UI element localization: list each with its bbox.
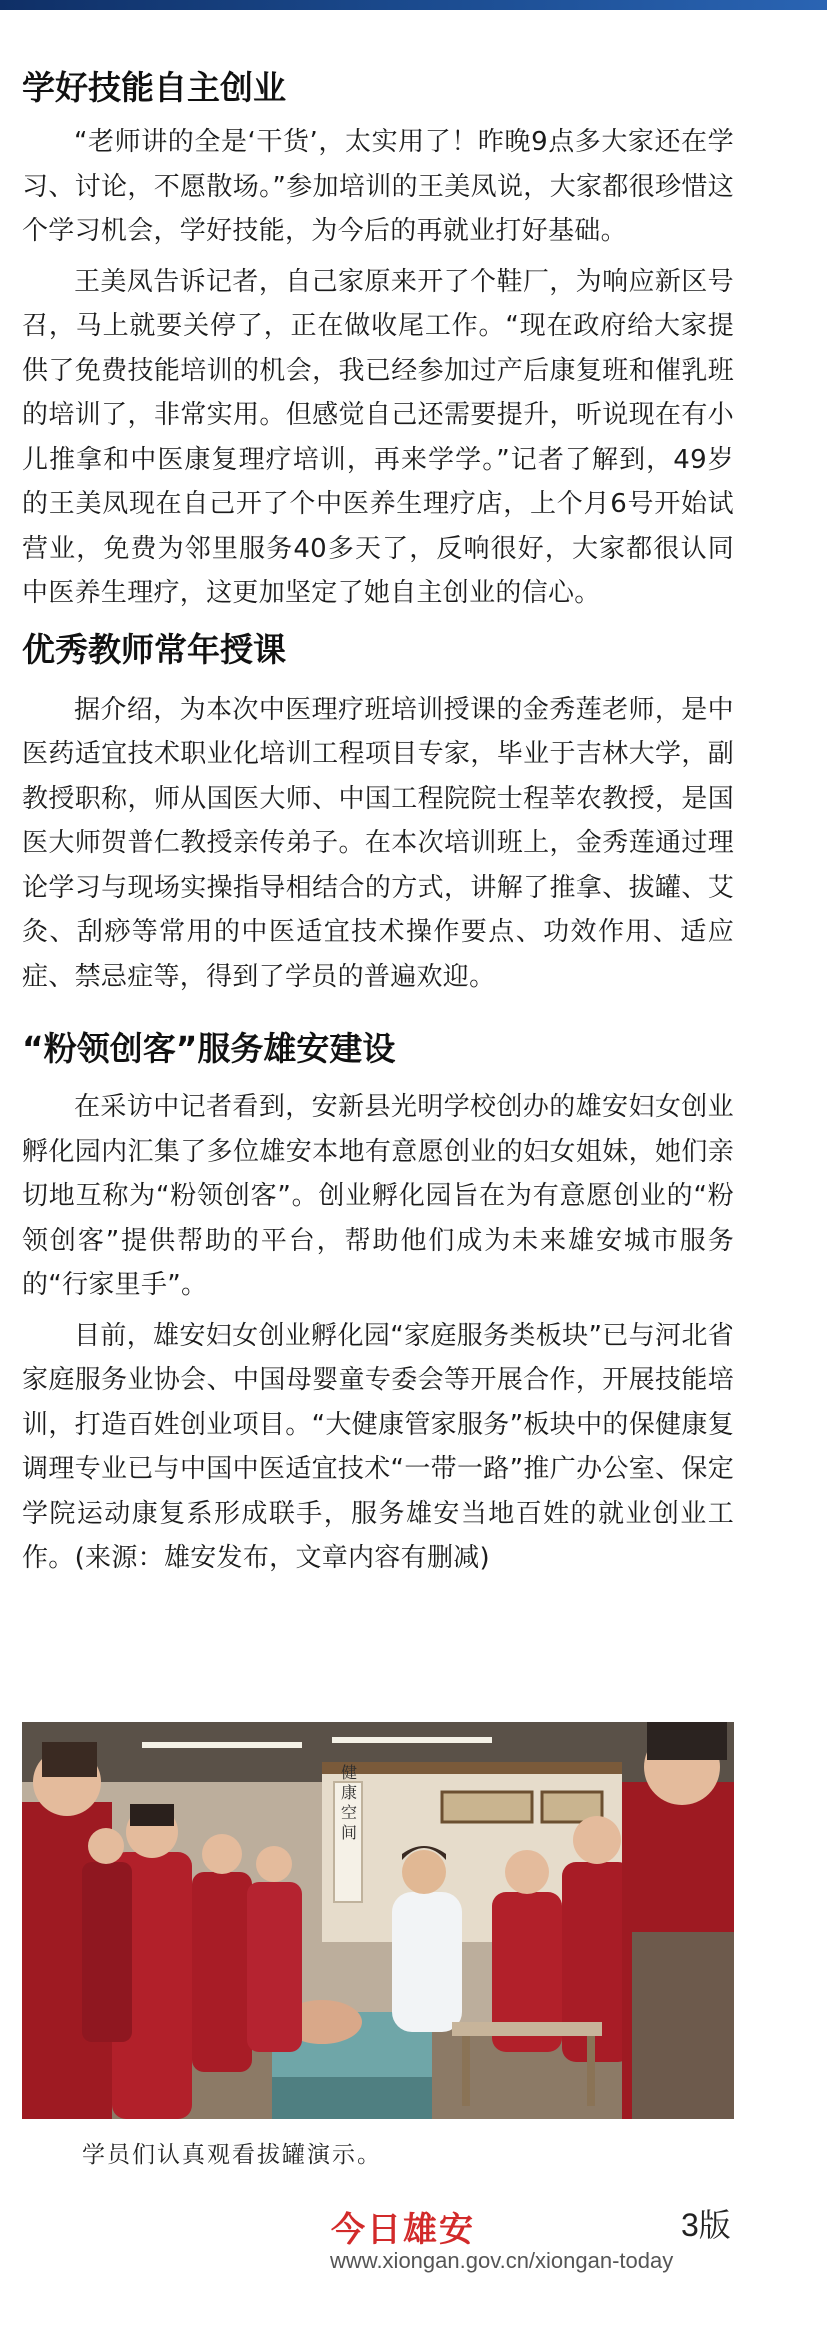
section-heading: 学好技能自主创业 bbox=[22, 68, 286, 107]
newspaper-logo: 今日雄安 bbox=[331, 2210, 475, 2250]
paragraph: 目前，雄安妇女创业孵化园“家庭服务类板块”已与河北省家庭服务业协会、中国母婴童专委会等开展合作，开展技能培训，打造百姓创业项目。“大健康管家服务”板块中的保健康复调理专业已与中国中医适宜技术“一带一路”推广办公室、保定学院运动康复系形成联手，服务雄安当地百姓的就业创业工作。(来源：雄安发布，文章内容有删减) bbox=[22, 1320, 734, 1573]
page-number: 3版 bbox=[681, 2207, 731, 2243]
photo-illustration bbox=[22, 1722, 734, 2119]
footer-url: www.xiongan.gov.cn/xiongan-today bbox=[330, 2248, 674, 2273]
article-body bbox=[22, 64, 734, 1581]
paragraph: “老师讲的全是‘干货’，太实用了！昨晚9点多大家还在学习、讨论，不愿散场。”参加培训的王美凤说，大家都很珍惜这个学习机会，学好技能，为今后的再就业打好基础。 bbox=[22, 127, 734, 246]
top-color-bar bbox=[0, 0, 827, 10]
photo-caption: 学员们认真观看拔罐演示。 bbox=[82, 2142, 382, 2168]
section-heading: “粉领创客”服务雄安建设 bbox=[22, 1029, 396, 1068]
section-heading: 优秀教师常年授课 bbox=[22, 629, 286, 669]
training-photo bbox=[22, 1722, 734, 2119]
room-sign: 健康空间 bbox=[338, 1764, 358, 1844]
paragraph: 在采访中记者看到，安新县光明学校创办的雄安妇女创业孵化园内汇集了多位雄安本地有意愿创业的妇女姐妹，她们亲切地互称为“粉领创客”。创业孵化园旨在为有意愿创业的“粉领创客”提供帮助的平台，帮助他们成为未来雄安城市服务的“行家里手”。 bbox=[22, 1092, 734, 1300]
paragraph: 据介绍，为本次中医理疗班培训授课的金秀莲老师，是中医药适宜技术职业化培训工程项目专家，毕业于吉林大学，副教授职称，师从国医大师、中国工程院院士程莘农教授，是国医大师贺普仁教授亲传弟子。在本次培训班上，金秀莲通过理论学习与现场实操指导相结合的方式，讲解了推拿、拔罐、艾灸、刮痧等常用的中医适宜技术操作要点、功效作用、适应症、禁忌症等，得到了学员的普遍欢迎。 bbox=[22, 694, 734, 992]
paragraph: 王美凤告诉记者，自己家原来开了个鞋厂，为响应新区号召，马上就要关停了，正在做收尾工作。“现在政府给大家提供了免费技能培训的机会，我已经参加过产后康复班和催乳班的培训了，非常实用。但感觉自己还需要提升，听说现在有小儿推拿和中医康复理疗培训，再来学学。”记者了解到，49岁的王美凤现在自己开了个中医养生理疗店，上个月6号开始试营业，免费为邻里服务40多天了，反响很好，大家都很认同中医养生理疗，这更加坚定了她自主创业的信心。 bbox=[22, 266, 734, 608]
